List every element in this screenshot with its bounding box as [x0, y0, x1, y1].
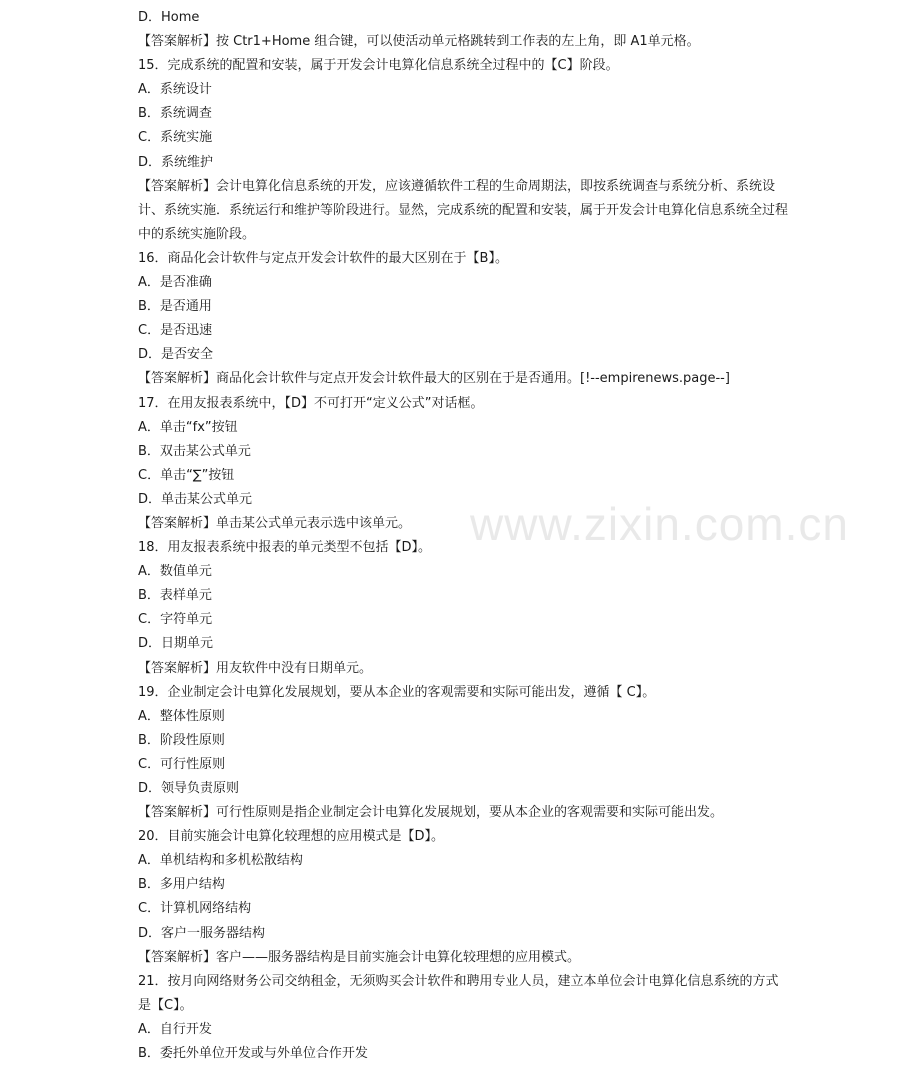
answer-explanation: 【答案解析】按 Ctr1+Home 组合键，可以使活动单元格跳转到工作表的左上角，即 A1单元格。	[138, 34, 700, 50]
option-line: A．单击“fx”按钮	[138, 419, 238, 435]
option-line: A．是否准确	[138, 275, 212, 291]
option-line: D．Home	[138, 10, 200, 25]
option-line: A．系统设计	[138, 82, 212, 98]
option-line: B．表样单元	[138, 588, 212, 604]
option-line: B．双击某公式单元	[138, 443, 251, 459]
answer-explanation: 【答案解析】会计电算化信息系统的开发，应该遵循软件工程的生命周期法，即按系统调查与系统分析、系统设计、系统实施．系统运行和维护等阶段进行。显然，完成系统的配置和安装，属于开发会计电算化信息系统全过程中的系统实施阶段。	[138, 178, 789, 242]
document-body	[138, 6, 788, 1066]
option-line: D．是否安全	[138, 347, 214, 363]
question-16: 16．商品化会计软件与定点开发会计软件的最大区别在于【B】。	[138, 250, 508, 266]
option-line: C．系统实施	[138, 130, 213, 146]
question-20: 20．目前实施会计电算化较理想的应用模式是【D】。	[138, 829, 445, 845]
option-line: C．计算机网络结构	[138, 901, 252, 917]
option-line: B．阶段性原则	[138, 732, 225, 748]
option-line: B．委托外单位开发或与外单位合作开发	[138, 1046, 368, 1062]
option-line: A．整体性原则	[138, 708, 225, 724]
answer-explanation: 【答案解析】客户——服务器结构是目前实施会计电算化较理想的应用模式。	[138, 949, 581, 965]
question-18: 18．用友报表系统中报表的单元类型不包括【D】。	[138, 540, 432, 556]
option-line: C．可行性原则	[138, 756, 226, 772]
option-line: D．日期单元	[138, 636, 214, 652]
question-17: 17．在用友报表系统中，【D】不可打开“定义公式”对话框。	[138, 395, 484, 411]
question-15: 15．完成系统的配置和安装，属于开发会计电算化信息系统全过程中的【C】阶段。	[138, 58, 619, 74]
option-line: A．单机结构和多机松散结构	[138, 853, 303, 869]
option-line: C．是否迅速	[138, 323, 213, 339]
option-line: B．多用户结构	[138, 877, 225, 893]
option-line: D．领导负责原则	[138, 781, 240, 796]
answer-explanation: 【答案解析】可行性原则是指企业制定会计电算化发展规划，要从本企业的客观需要和实际可能出发。	[138, 805, 724, 821]
option-line: D．系统维护	[138, 154, 214, 170]
question-21: 21．按月向网络财务公司交纳租金，无须购买会计软件和聘用专业人员，建立本单位会计电算化信息系统的方式是【C】。	[138, 973, 779, 1013]
option-line: A．自行开发	[138, 1021, 212, 1037]
question-19: 19．企业制定会计电算化发展规划，要从本企业的客观需要和实际可能出发，遵循【 C】。	[138, 684, 656, 700]
option-line: C．字符单元	[138, 612, 213, 628]
option-line: B．系统调查	[138, 106, 212, 122]
option-line: B．是否通用	[138, 299, 212, 315]
option-line: C．单击“∑”按钮	[138, 467, 235, 483]
option-line: D．客户一服务器结构	[138, 925, 266, 941]
watermark: www.zixin.com.cn	[470, 498, 849, 550]
answer-explanation: 【答案解析】单击某公式单元表示选中该单元。	[138, 515, 412, 531]
option-line: D．单击某公式单元	[138, 491, 253, 507]
option-line: A．数值单元	[138, 564, 212, 580]
answer-explanation: 【答案解析】用友软件中没有日期单元。	[138, 660, 373, 676]
answer-explanation: 【答案解析】商品化会计软件与定点开发会计软件最大的区别在于是否通用。[!--empirenews.page--]	[138, 371, 730, 387]
